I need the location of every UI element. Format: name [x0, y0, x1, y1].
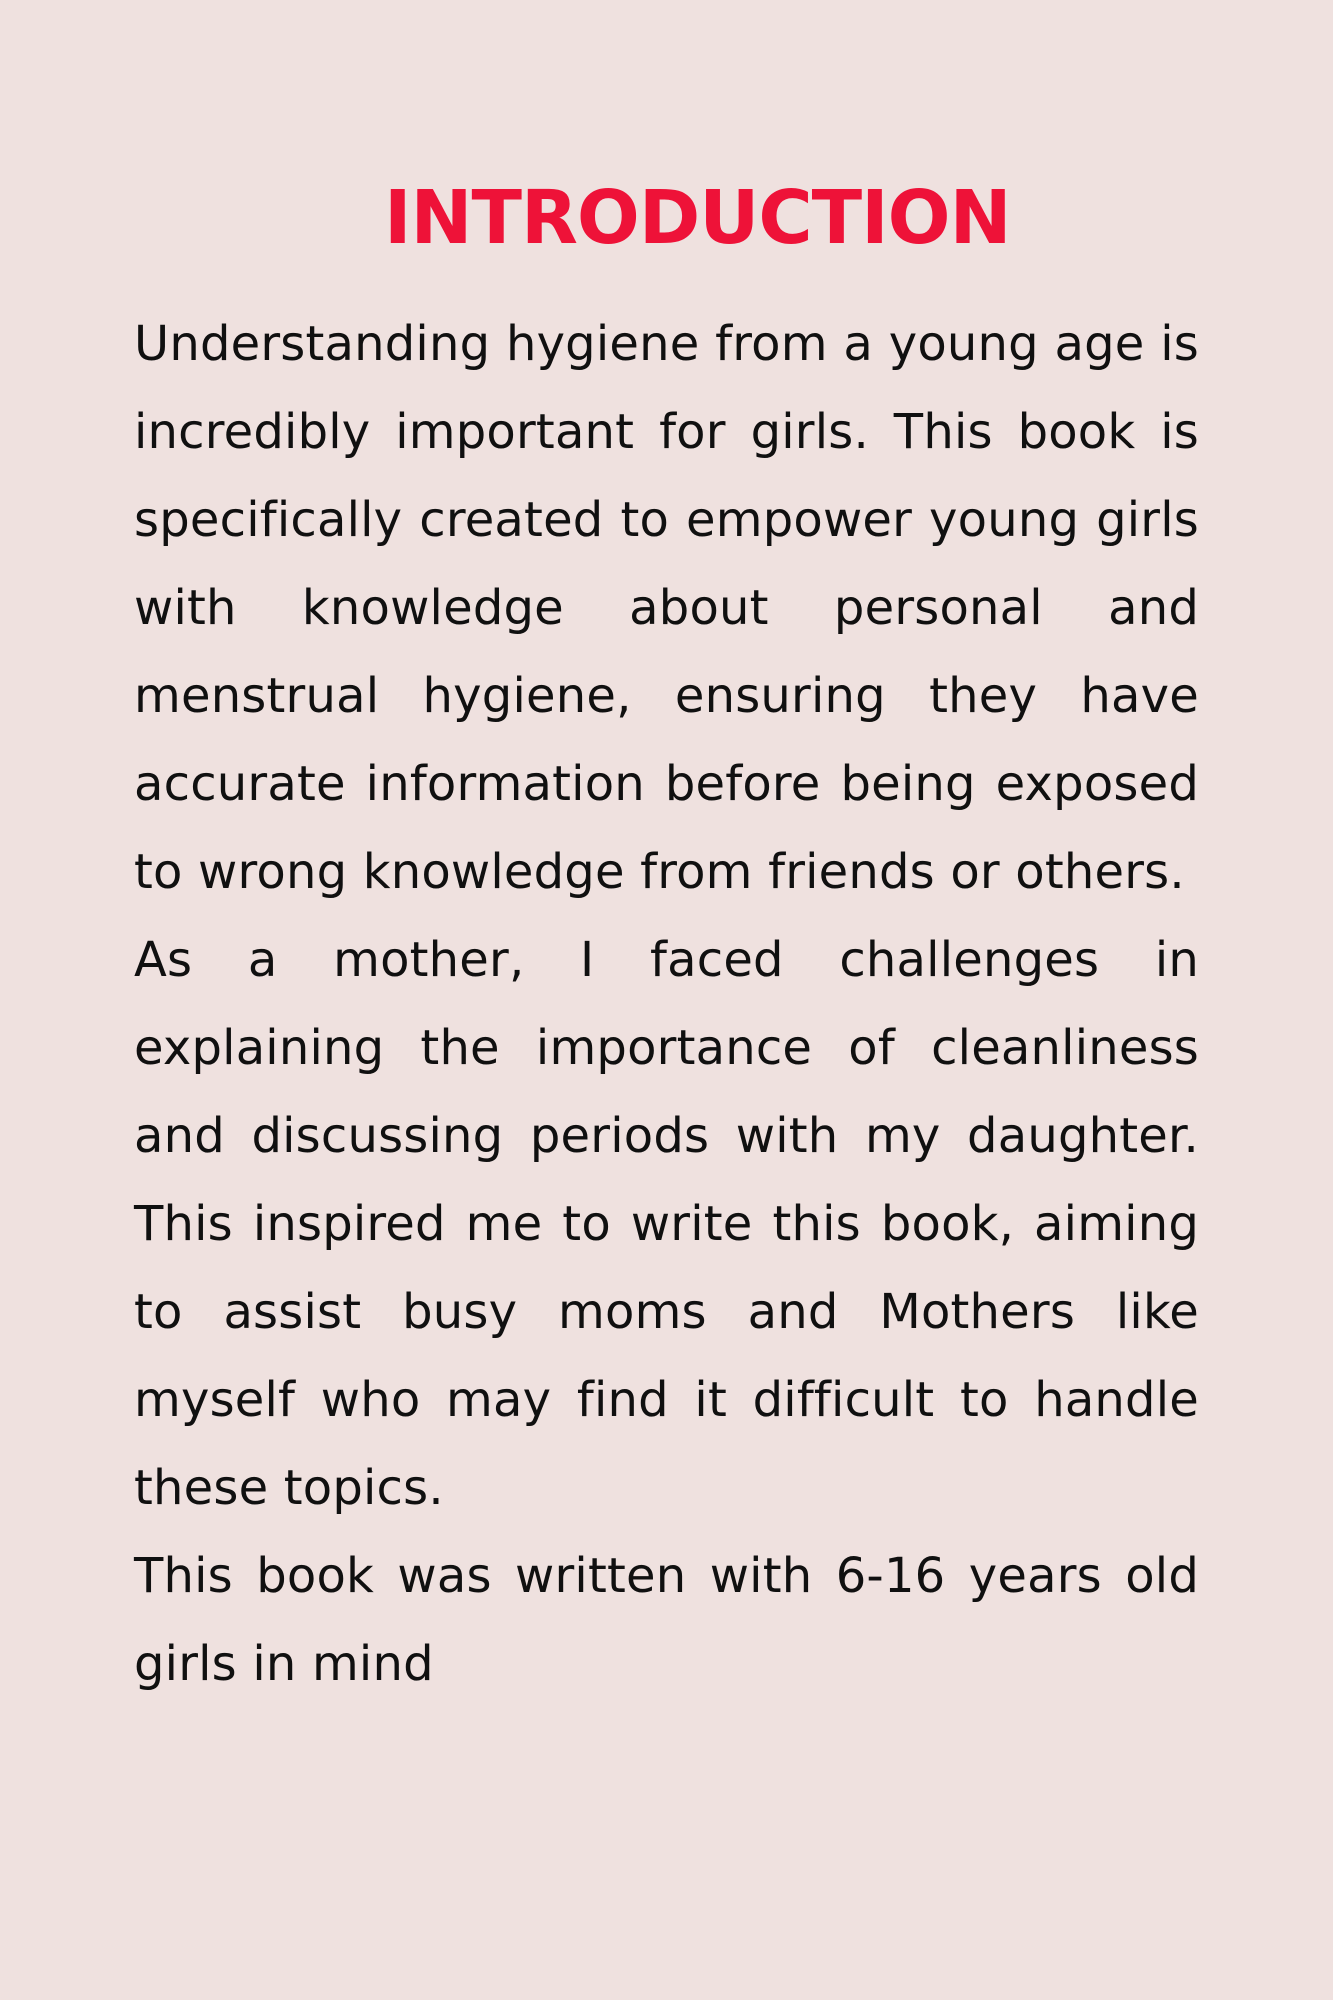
paragraph-hygiene-importance: Understanding hygiene from a young age is incredibly important for girls. This book is specifically created to empower young girls with knowledge about personal and menstrual hygiene, ensuring they have accurate information before being exposed to wrong knowledge from friends or others.: [134, 316, 1199, 900]
paragraph-mother-challenges: As a mother, I faced challenges in explaining the importance of cleanliness and discussing periods with my daughter. This inspired me to write this book, aiming to assist busy moms and Mothers like myself who may find it difficult to handle these topics.: [134, 932, 1199, 1516]
page-title: INTRODUCTION: [384, 175, 1011, 261]
paragraph-target-age: This book was written with 6-16 years old girls in mind: [134, 1548, 1199, 1692]
introduction-body: [134, 300, 1199, 1708]
